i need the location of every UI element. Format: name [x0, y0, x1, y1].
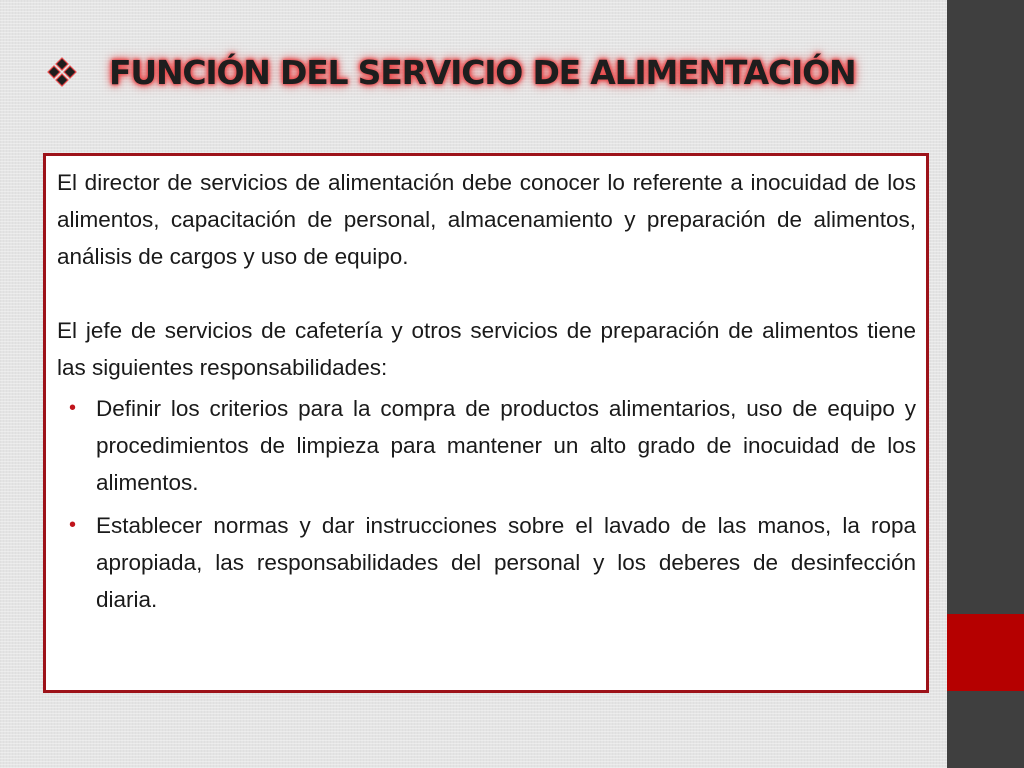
- content-box: [43, 153, 929, 693]
- right-sidebar-accent-block: [947, 614, 1024, 691]
- list-item: [57, 390, 916, 501]
- slide-title-row: [45, 42, 855, 102]
- responsibilities-list: [57, 390, 916, 618]
- slide-title: FUNCIÓN DEL SERVICIO DE ALIMENTACIÓN: [109, 52, 856, 92]
- bullet-dot-icon: •: [69, 514, 77, 536]
- list-item-text: Establecer normas y dar instrucciones sobre el lavado de las manos, la ropa apropiada, las responsabilidades del personal y los deberes de desinfección diaria.: [96, 513, 916, 612]
- paragraph-director: El director de servicios de alimentación debe conocer lo referente a inocuidad de los alimentos, capacitación de personal, almacenamiento y preparación de alimentos, análisis de cargos y uso de equipo.: [57, 170, 916, 269]
- list-item: [57, 507, 916, 618]
- four-diamond-bullet-icon: [45, 55, 79, 89]
- list-item-text: Definir los criterios para la compra de productos alimentarios, uso de equipo y procedimientos de limpieza para mantener un alto grado de inocuidad de los alimentos.: [96, 396, 916, 495]
- paragraph-jefe: El jefe de servicios de cafetería y otros servicios de preparación de alimentos tiene las siguientes responsabilidades:: [57, 318, 916, 380]
- bullet-dot-icon: •: [69, 397, 77, 419]
